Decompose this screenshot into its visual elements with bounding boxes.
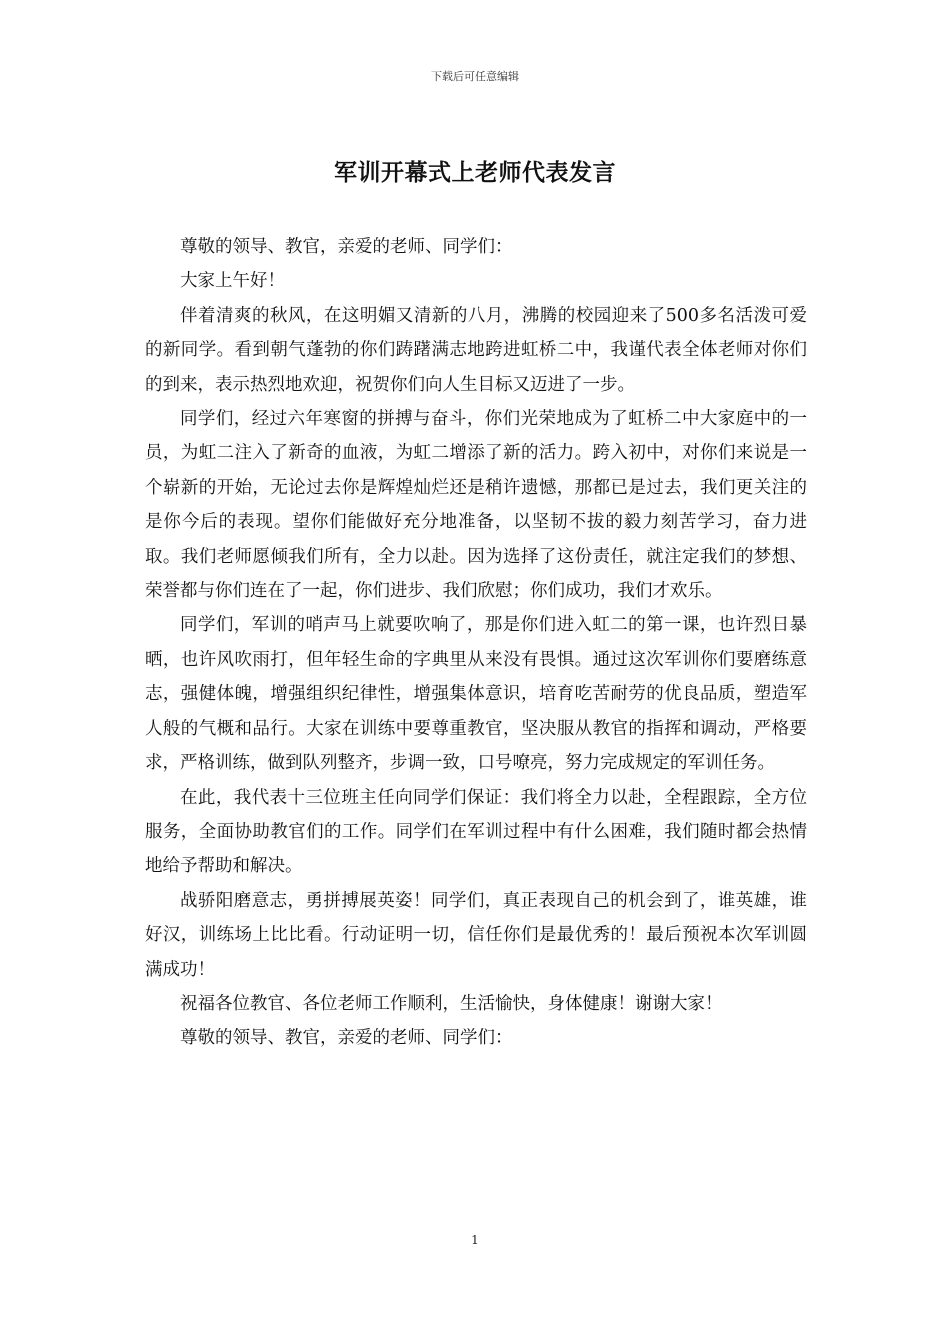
paragraph: 同学们，经过六年寒窗的拼搏与奋斗，你们光荣地成为了虹桥二中大家庭中的一员，为虹二注入了新奇的血液，为虹二增添了新的活力。跨入初中，对你们来说是一个崭新的开始，无论过去你是辉煌灿烂还是稍许遗憾，那都已是过去，我们更关注的是你今后的表现。望你们能做好充分地准备，以坚韧不拔的毅力刻苦学习，奋力进取。我们老师愿倾我们所有，全力以赴。因为选择了这份责任，就注定我们的梦想、荣誉都与你们连在了一起，你们进步、我们欣慰；你们成功，我们才欢乐。 bbox=[145, 409, 807, 602]
paragraph-salutation-repeat: 尊敬的领导、教官，亲爱的老师、同学们： bbox=[180, 1028, 513, 1049]
header-note: 下载后可任意编辑 bbox=[431, 70, 519, 83]
paragraph: 同学们，军训的哨声马上就要吹响了，那是你们进入虹二的第一课，也许烈日暴晒，也许风吹雨打，但年轻生命的字典里从来没有畏惧。通过这次军训你们要磨练意志，强健体魄，增强组织纪律性，增强集体意识，培育吃苦耐劳的优良品质，塑造军人般的气概和品行。大家在训练中要尊重教官，坚决服从教官的指挥和调动，严格要求，严格训练，做到队列整齐，步调一致，口号嘹亮，努力完成规定的军训任务。 bbox=[145, 615, 807, 774]
paragraph: 战骄阳磨意志，勇拼搏展英姿！同学们，真正表现自己的机会到了，谁英雄，谁好汉，训练场上比比看。行动证明一切，信任你们是最优秀的！最后预祝本次军训圆满成功！ bbox=[145, 890, 807, 980]
document-body bbox=[145, 230, 807, 1056]
paragraph-closing: 祝福各位教官、各位老师工作顺利，生活愉快，身体健康！谢谢大家！ bbox=[180, 993, 723, 1014]
paragraph-salutation: 尊敬的领导、教官，亲爱的老师、同学们： bbox=[180, 237, 513, 257]
document-title: 军训开幕式上老师代表发言 bbox=[334, 159, 616, 186]
page-number: 1 bbox=[471, 1233, 479, 1247]
paragraph-greeting: 大家上午好！ bbox=[180, 271, 285, 292]
paragraph: 伴着清爽的秋风，在这明媚又清新的八月，沸腾的校园迎来了500多名活泼可爱的新同学。看到朝气蓬勃的你们踌躇满志地跨进虹桥二中，我谨代表全体老师对你们的到来，表示热烈地欢迎，祝贺你们向人生目标又迈进了一步。 bbox=[145, 305, 807, 395]
paragraph: 在此，我代表十三位班主任向同学们保证：我们将全力以赴，全程跟踪，全方位服务，全面协助教官们的工作。同学们在军训过程中有什么困难，我们随时都会热情地给予帮助和解决。 bbox=[145, 787, 807, 877]
